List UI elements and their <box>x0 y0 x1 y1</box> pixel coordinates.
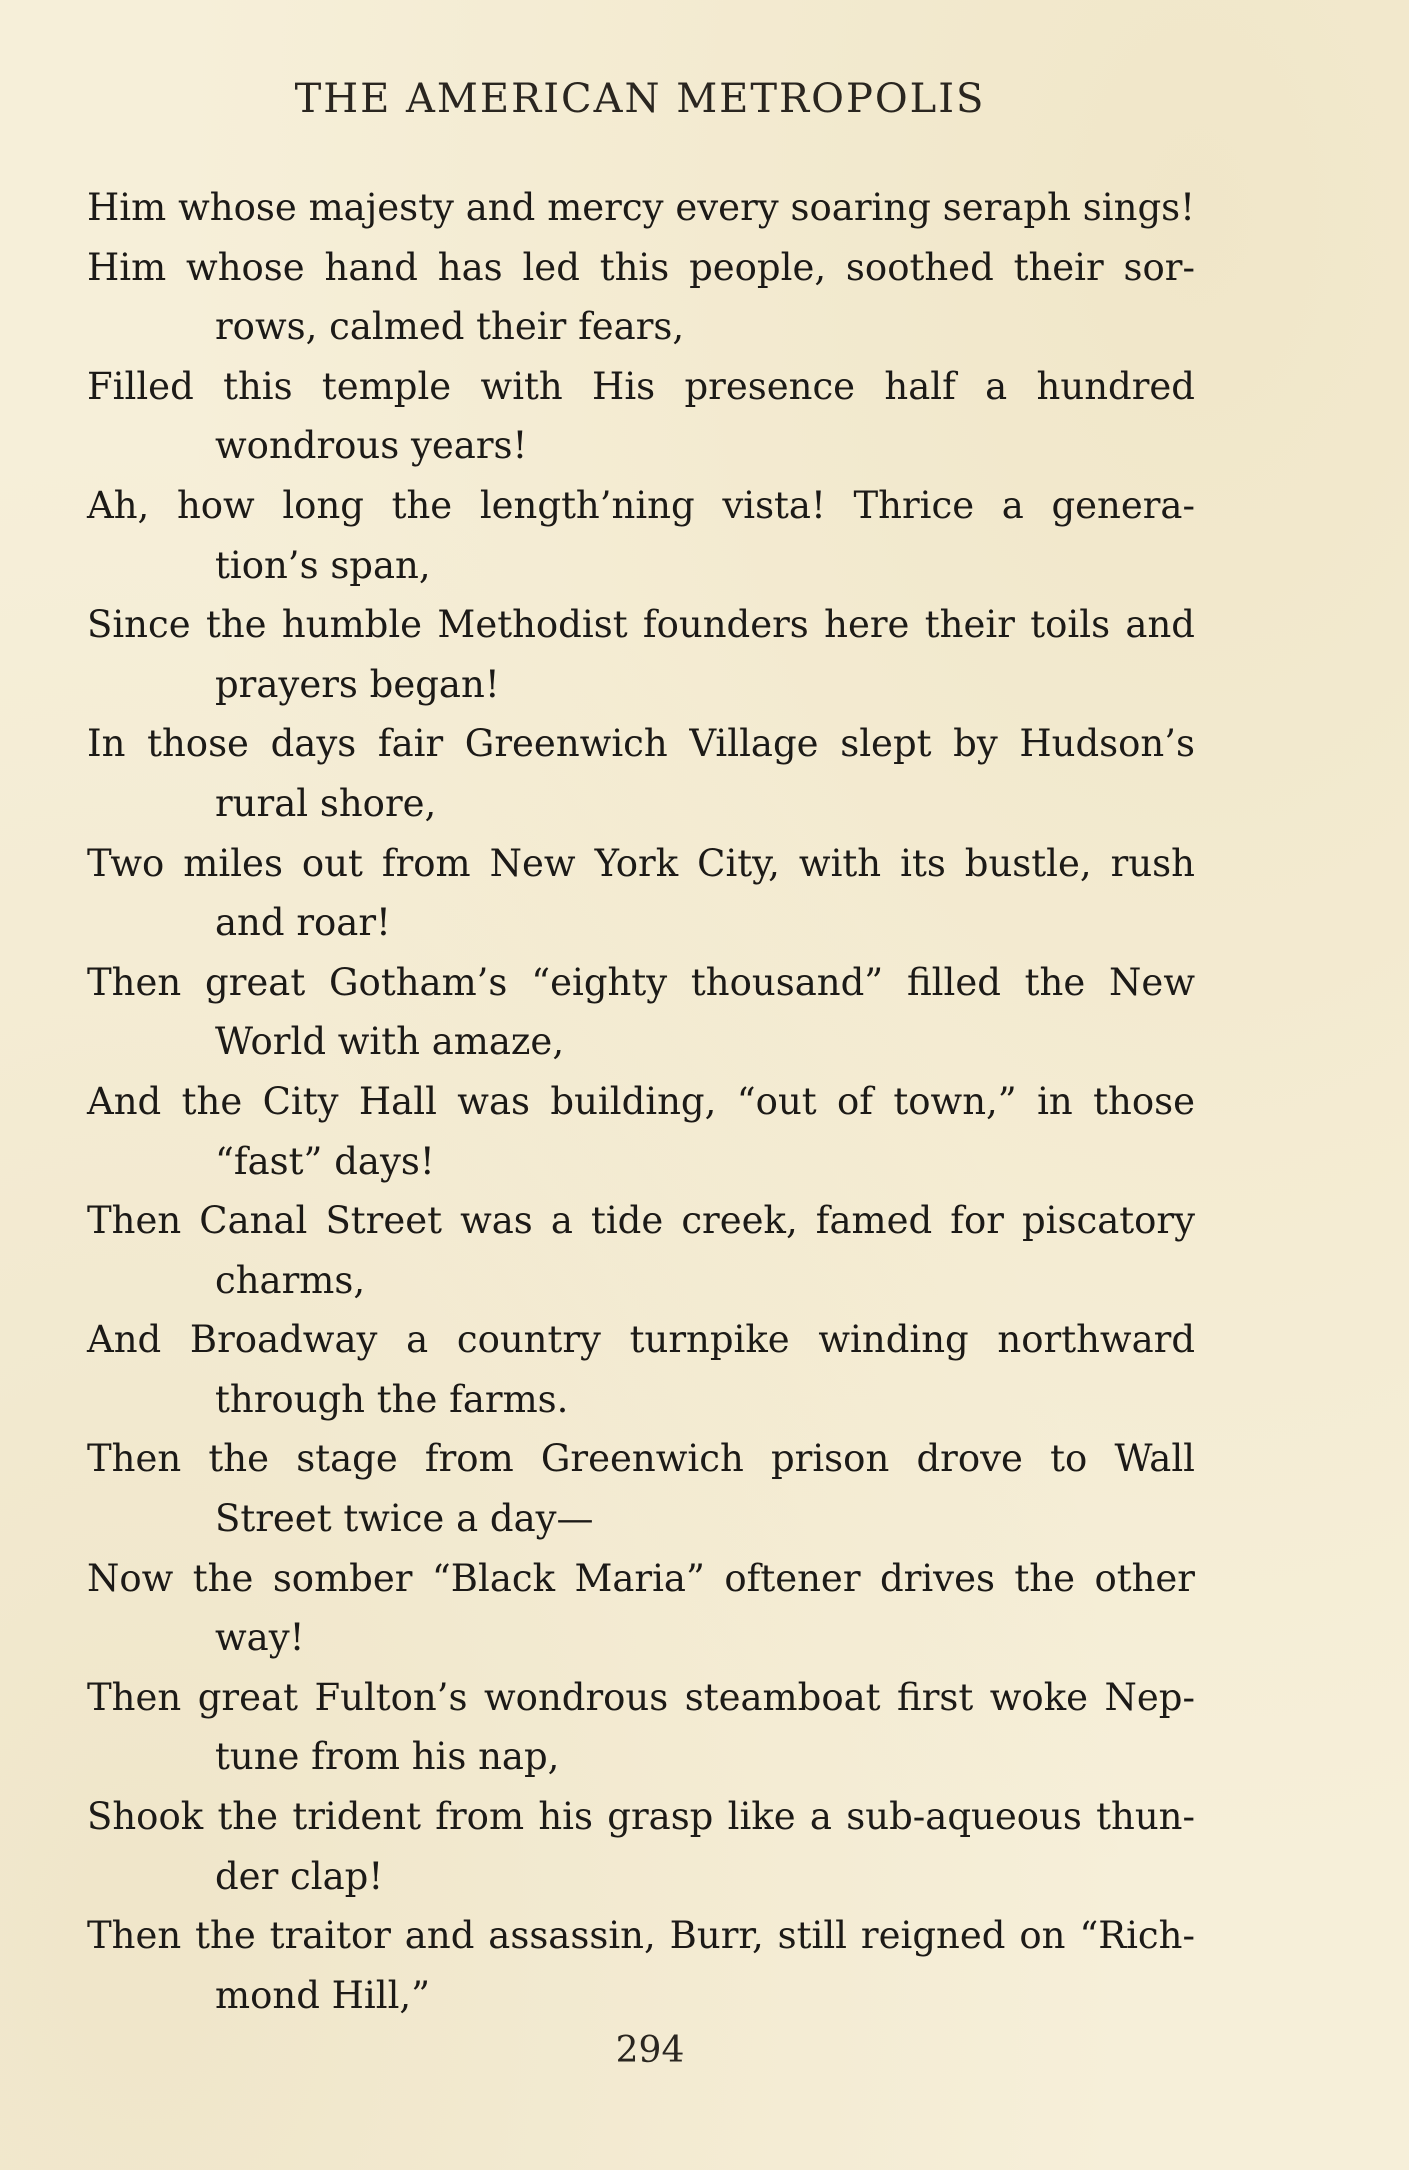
poem-line: In those days fair Greenwich Village slept by Hudson’s <box>87 722 1195 766</box>
poem-line: Then great Fulton’s wondrous steamboat first woke Nep- <box>87 1675 1195 1719</box>
poem-line-continuation: mond Hill,” <box>215 1973 431 2017</box>
poem-line-continuation: tune from his nap, <box>215 1735 560 1779</box>
poem-line: And Broadway a country turnpike winding northward <box>87 1318 1195 1362</box>
poem-line: Then Canal Street was a tide creek, famed for piscatory <box>87 1199 1195 1243</box>
poem-line-continuation: “fast” days! <box>215 1139 435 1183</box>
poem-line: Filled this temple with His presence half a hundred <box>87 364 1195 408</box>
poem-line-continuation: prayers began! <box>215 662 500 706</box>
poem-line: Then the traitor and assassin, Burr, still reigned on “Rich- <box>87 1914 1195 1958</box>
poem-line-continuation: way! <box>215 1616 305 1660</box>
poem-line-continuation: wondrous years! <box>215 424 528 468</box>
poem-line-continuation: World with amaze, <box>215 1020 565 1064</box>
poem-line-continuation: through the farms. <box>215 1377 569 1421</box>
poem-line-continuation: and roar! <box>215 901 391 945</box>
poem-line: Now the somber “Black Maria” oftener drives the other <box>87 1556 1195 1600</box>
poem-line-continuation: tion’s span, <box>215 543 431 587</box>
poem-line: Since the humble Methodist founders here their toils and <box>87 603 1195 647</box>
poem-line: Then great Gotham’s “eighty thousand” filled the New <box>87 960 1195 1004</box>
poem-line-continuation: der clap! <box>215 1854 384 1898</box>
poem-line: Then the stage from Greenwich prison drove to Wall <box>87 1437 1195 1481</box>
poem-line-continuation: rural shore, <box>215 781 437 825</box>
poem-line-continuation: rows, calmed their fears, <box>215 305 685 349</box>
poem-line: And the City Hall was building, “out of town,” in those <box>87 1079 1195 1123</box>
poem-body <box>87 178 1195 2025</box>
poem-line: Shook the trident from his grasp like a sub-aqueous thun- <box>87 1795 1195 1839</box>
poem-line-continuation: Street twice a day— <box>215 1497 594 1541</box>
poem-line-continuation: charms, <box>215 1258 366 1302</box>
poem-line: Him whose hand has led this people, soothed their sor- <box>87 245 1195 289</box>
running-head: THE AMERICAN METROPOLIS <box>294 76 986 122</box>
page-number: 294 <box>615 2030 685 2071</box>
poem-line: Ah, how long the length’ning vista! Thrice a genera- <box>87 483 1195 527</box>
poem-line: Two miles out from New York City, with its bustle, rush <box>87 841 1195 885</box>
poem-line: Him whose majesty and mercy every soaring seraph sings! <box>87 186 1195 229</box>
